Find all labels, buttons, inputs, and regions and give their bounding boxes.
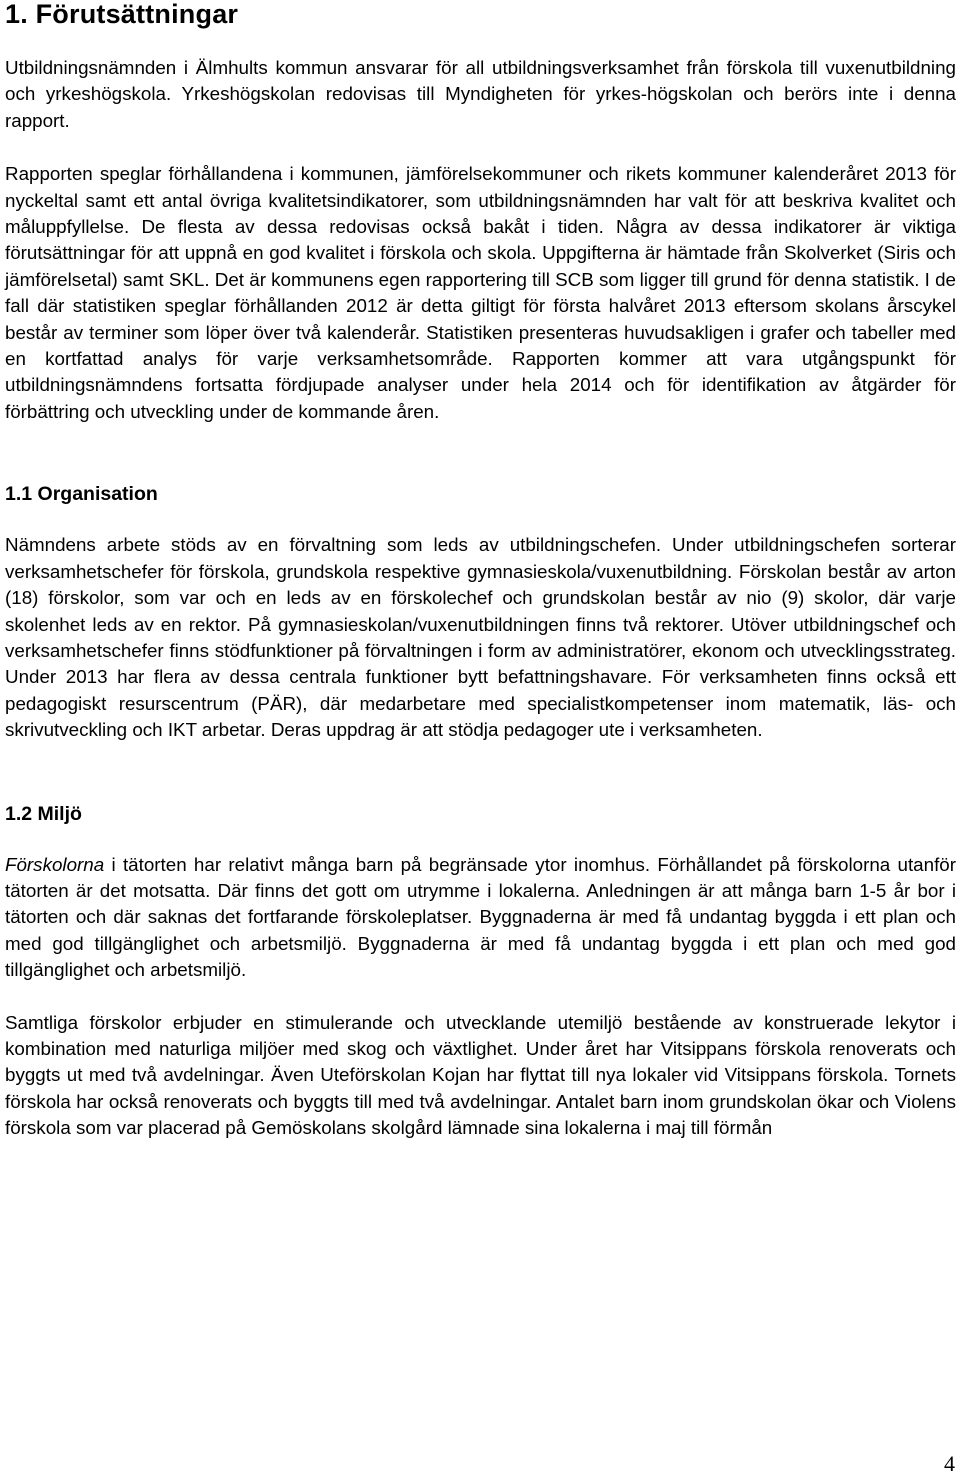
italic-lead: Förskolorna — [5, 853, 105, 875]
environment-paragraph-1 — [5, 852, 956, 984]
environment-heading: 1.2 Miljö — [5, 802, 82, 825]
document-page — [5, 0, 956, 1142]
organisation-heading: 1.1 Organisation — [5, 483, 158, 506]
intro-paragraph: Utbildningsnämnden i Älmhults kommun ansvarar för all utbildningsverksamhet från förskola till vuxenutbildning och yrkeshögskola. Yrkeshögskolan redovisas till Myndigheten för yrkes-högskolan och berörs inte i denna rapport. — [5, 57, 956, 131]
environment-paragraph-1-text: i tätorten har relativt många barn på begränsade ytor inomhus. Förhållandet på förskolorna utanför tätorten är det motsatta. Där finns det gott om utrymme i lokalerna. Anledningen är att många barn 1-5 år bor i tätorten och där saknas det fortfarande förskoleplatser. Byggnaderna är med få undantag byggda i ett plan och med god tillgänglighet och arbetsmiljö. Byggnaderna är med få undantag byggda i ett plan och med god tillgänglighet och arbetsmiljö. — [5, 853, 956, 981]
organisation-paragraph: Nämndens arbete stöds av en förvaltning som leds av utbildningschefen. Under utbildningschefen sorterar verksamhetschefer för förskola, grundskola respektive gymnasieskola/vuxenutbildning. Förskolan består av arton (18) förskolor, som var och en leds av en förskolechef och grundskolan består av nio (9) skolor, där varje skolenhet leds av en rektor. På gymnasieskolan/vuxenutbildningen finns två rektorer. Utöver utbildningschef och verksamhetschefer finns stödfunktioner på förvaltningen i form av administratörer, ekonom och utvecklingsstrateg. Under 2013 har flera av dessa centrala funktioner bytt befattningshavare. För verksamheten finns också ett pedagogiskt resurscentrum (PÄR), där medarbetare med specialistkompetenser inom matematik, läs- och skrivutveckling och IKT arbetar. Deras uppdrag är att stödja pedagoger ute i verksamheten. — [5, 534, 956, 741]
page-number: 4 — [944, 1451, 955, 1476]
environment-paragraph-2: Samtliga förskolor erbjuder en stimulerande och utvecklande utemiljö bestående av konstruerade lekytor i kombination med naturliga miljöer med skog och växtlighet. Under året har Vitsippans förskola renoverats och byggts ut med två avdelningar. Även Uteförskolan Kojan har flyttat till nya lokaler vid Vitsippans förskola. Tornets förskola har också renoverats och byggts till med två avdelningar. Antalet barn inom grundskolan ökar och Violens förskola som var placerad på Gemöskolans skolgård lämnade sina lokalerna i maj till förmån — [5, 1011, 956, 1139]
section-title: 1. Förutsättningar — [5, 0, 239, 29]
report-paragraph: Rapporten speglar förhållandena i kommunen, jämförelsekommuner och rikets kommuner kalenderåret 2013 för nyckeltal samt ett antal övriga kvalitetsindikatorer, som utbildningsnämnden har valt för att beskriva kvalitet och måluppfyllelse. De flesta av dessa redovisas också bakåt i tiden. Några av dessa indikatorer är viktiga förutsättningar för att uppnå en god kvalitet i förskola och skola. Uppgifterna är hämtade från Skolverket (Siris och jämförelsetal) samt SKL. Det är kommunens egen rapportering till SCB som ligger till grund för denna statistik. I de fall där statistiken speglar förhållanden 2012 är detta giltigt för första halvåret 2013 eftersom skolans årscykel består av terminer som löper över två kalenderår. Statistiken presenteras huvudsakligen i grafer och tabeller med en kortfattad analys för varje verksamhetsområde. Rapporten kommer att vara utgångspunkt för utbildningsnämndens fortsatta fördjupade analyser under hela 2014 och för identifikation av åtgärder för förbättring och utveckling under de kommande åren. — [5, 163, 956, 422]
